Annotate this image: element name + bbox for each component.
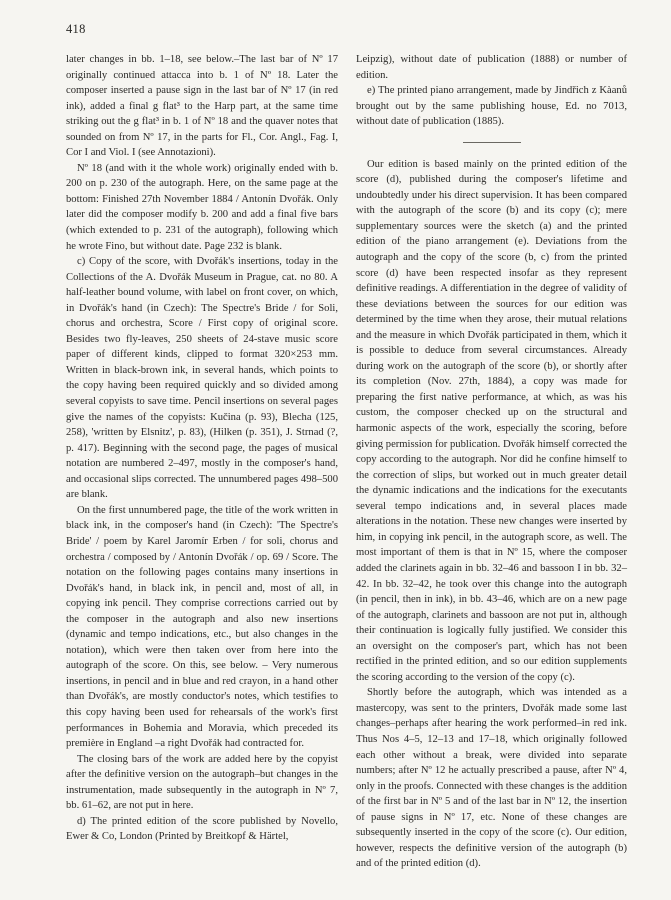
right-column (356, 52, 627, 872)
left-paragraph-4: On the first unnumbered page, the title of the work written in black ink, in the composer's hand (in Czech): 'The Spectre's Bride' / poem by Karel Jaromír Erben / for soli, chorus and orchestra / composed by / Antonín Dvořák / op. 69 / Score. The notation on the following pages contains many insertions in Dvořák's hand, in black ink, in pencil and, most of all, in copying ink pencil. They comprise corrections carried out by the composer in the autograph and also new insertions (dynamic and tempo indications, etc., but also changes in the notation), which were then taken over from here into the autograph of the score. On this, see below. – Very numerous insertions, in pencil and in blue and red crayon, in a hand other than Dvořák's, are mostly conductor's notes, which testifies to this copy having been used for rehearsals of the work's first performances in Bohemia and Moravia, which preceded its première in England –a right Dvořák had contracted for. (66, 504, 338, 750)
left-column (66, 52, 338, 845)
section-divider (463, 142, 521, 143)
right-paragraph-4: Shortly before the autograph, which was intended as a mastercopy, was sent to the printers, Dvořák made some last changes–perhaps after hearing the work performed–in red ink. Thus Nos 4–5, 12–13 and 17–18, which originally followed each other without a break, were divided into separate numbers; after Nº 12 he actually prescribed a pause, after Nº 4, only in the proofs. Connected with these changes is the addition of the first bar in Nº 5 and of the last bar in Nº 12, the insertion of pause signs in Nº 17, etc. None of these changes are subsequently inserted in the copy of the score (c). Our edition, however, respects the definitive version of the autograph (b) and of the printed edition (d). (356, 687, 627, 870)
page-number: 418 (66, 22, 86, 36)
right-paragraph-1: Leipzig), without date of publication (1888) or number of edition. (356, 54, 627, 81)
left-paragraph-1: later changes in bb. 1–18, see below.–The last bar of Nº 17 originally continued attacca into b. 1 of Nº 18. Later the composer inserted a pause sign in the last bar of Nº 17 (in red ink), added a final g flat³ to the Harp part, at the same time striking out the g flat³ in b. 1 of Nº 18 and the quaver notes that sounded on from Nº 17, in the parts for Fl., Cor. Angl., Fag. I, Cor I and Viol. I (see Annotazioni). (66, 54, 338, 159)
right-paragraph-3: Our edition is based mainly on the printed edition of the score (d), published during the composer's lifetime and undoubtedly under his direct supervision. It has been compared with the autograph of the score (b) and its copy (c); mere supplementary sources were the sketch (a) and the printed edition of the piano arrangement (e). Deviations from the autograph and the copy of the score (b, c) from the printed score (d) have been respected insofar as they represent definitive readings. A differentiation in the degree of validity of these deviations between the sources for our edition was determined by the time when they arose, their mutual relations and the measure in which Dvořák participated in them, which it is possible to deduce from several circumstances. Already during work on the autograph of the score (b), or shortly after its completion (Nov. 27th, 1884), a copy was made for preparing the first native performance, at which, as was his custom, the composer checked up on the structural and harmonic aspects of the work, especially the scoring, before giving permission for publication. Dvořák himself corrected the copy according to the autograph. Nor did he confine himself to the correction of slips, but worked out in much greater detail the dynamic indications and the indications for the executants several tempo indications and, in several places made alterations in the notation. These new changes were inserted by him, in copying ink pencil, in the autograph score, as well. The most important of them is that in Nº 15, where the composer added the clarinets again in bb. 32–46 and bassoon I in bb. 32–42. In bb. 32–42, he took over this change into the autograph (in pencil, then in ink), in bb. 43–46, which are on a new page of the autograph, clarinets and bassoon are not put in, although their continuation is logically fully justified. We consider this an oversight on the composer's part, which has not been rectified in the printed edition, and so our edition supplements the scoring according to the version of the copy (c). (356, 158, 627, 683)
left-paragraph-3: c) Copy of the score, with Dvořák's insertions, today in the Collections of the A. Dvořák Museum in Prague, cat. no 80. A half-leather bound volume, with label on front cover, on which, in Dvořák's hand (in Czech): The Spectre's Bride / for Soli, chorus and orchestra, Score / First copy of original score. Besides two fly-leaves, 250 sheets of 24-stave music score paper of different kinds, clipped to format 320×253 mm. Written in black-brown ink, in several hands, which points to the copy having been required quickly and so divided among several copyists to save time. Pencil insertions on several pages give the names of the copyists: Kučina (p. 93), Blecha (125, 258), 'written by Elsnitz', p. 83), (Hilken (p. 351), J. Strnad (?, p. 417). Beginning with the second page, the pages of musical notation are numbered 2–497, mostly in the composer's hand, and occasional slips corrected. The unnumbered pages 498–500 are blank. (66, 256, 338, 501)
left-paragraph-6: d) The printed edition of the score published by Novello, Ewer & Co, London (Printed by Breitkopf & Härtel, (66, 815, 338, 843)
left-paragraph-5: The closing bars of the work are added here by the copyist after the definitive version on the autograph–but changes in the instrumentation, made subsequently in the autograph in Nº 7, bb. 61–62, are not put in here. (66, 753, 338, 812)
left-paragraph-2: Nº 18 (and with it the whole work) originally ended with b. 200 on p. 230 of the autograph. Here, on the same page at the bottom: Finished 27th November 1884 / Antonín Dvořák. Only later did the composer modify b. 200 and add a final five bars (which extended to p. 231 of the autograph), following which he wrote Fino, but without date. Page 232 is blank. (66, 162, 338, 252)
right-paragraph-2: e) The printed piano arrangement, made by Jindřich z Kàanů brought out by the same publishing house, Ed. no 7013, without date of publication (1885). (356, 85, 627, 128)
